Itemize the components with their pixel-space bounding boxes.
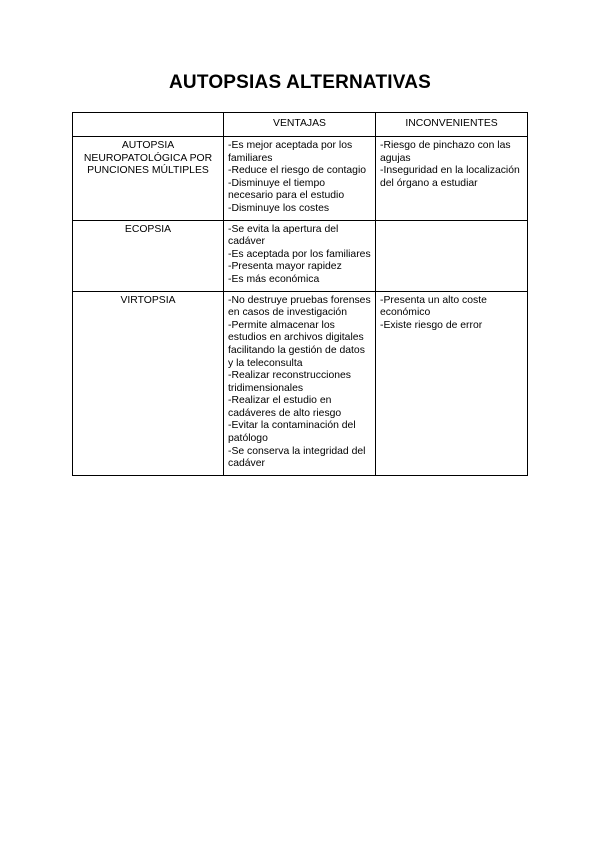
ventaja-item: -No destruye pruebas forenses en casos de investigación xyxy=(228,294,371,319)
ventaja-item: -Es más económica xyxy=(228,273,320,285)
ventaja-item: -Permite almacenar los estudios en archivos digitales facilitando la gestión de datos y la teleconsulta xyxy=(228,319,365,369)
ventaja-item: -Reduce el riesgo de contagio xyxy=(228,165,367,177)
ventaja-item: -Es mejor aceptada por los familiares xyxy=(228,140,353,164)
ventaja-item: -Es aceptada por los familiares xyxy=(228,248,371,260)
inconveniente-item: -Presenta un alto coste económico xyxy=(380,294,487,319)
row-name-virtopsia: VIRTOPSIA xyxy=(73,291,224,475)
inconvenientes-cell-empty xyxy=(376,220,528,291)
ventaja-item: -Presenta mayor rapidez xyxy=(228,261,342,273)
inconveniente-item: -Inseguridad en la localización del órgano a estudiar xyxy=(380,165,520,189)
ventaja-item: -Disminuye el tiempo necesario para el estudio xyxy=(228,177,345,202)
header-ventajas: VENTAJAS xyxy=(224,113,376,137)
row-name-autopsia-neuropatologica: AUTOPSIA NEUROPATOLÓGICA POR PUNCIONES MÚLTIPLES xyxy=(73,137,224,221)
inconveniente-item: -Riesgo de pinchazo con las agujas xyxy=(380,140,511,164)
page-title: AUTOPSIAS ALTERNATIVAS xyxy=(169,72,431,93)
table-header-row xyxy=(73,113,528,137)
ventaja-item: -Evitar la contaminación del patólogo xyxy=(228,420,356,445)
ventaja-item: -Se evita la apertura del cadáver xyxy=(228,223,339,248)
table-row xyxy=(73,220,528,291)
table-row xyxy=(73,137,528,221)
table-row xyxy=(73,291,528,475)
inconvenientes-cell xyxy=(376,291,528,475)
ventajas-cell xyxy=(224,291,376,475)
ventajas-cell xyxy=(224,220,376,291)
comparison-table xyxy=(72,112,528,476)
inconvenientes-cell xyxy=(376,137,528,221)
ventaja-item: -Disminuye los costes xyxy=(228,202,330,214)
ventaja-item: -Realizar el estudio en cadáveres de alto riesgo xyxy=(228,395,342,419)
row-name-ecopsia: ECOPSIA xyxy=(73,220,224,291)
ventaja-item: -Realizar reconstrucciones tridimensionales xyxy=(228,370,352,394)
ventajas-cell xyxy=(224,137,376,221)
header-inconvenientes: INCONVENIENTES xyxy=(376,113,528,137)
header-empty-cell xyxy=(73,113,224,137)
ventaja-item: -Se conserva la integridad del cadáver xyxy=(228,445,366,470)
inconveniente-item: -Existe riesgo de error xyxy=(380,319,483,331)
